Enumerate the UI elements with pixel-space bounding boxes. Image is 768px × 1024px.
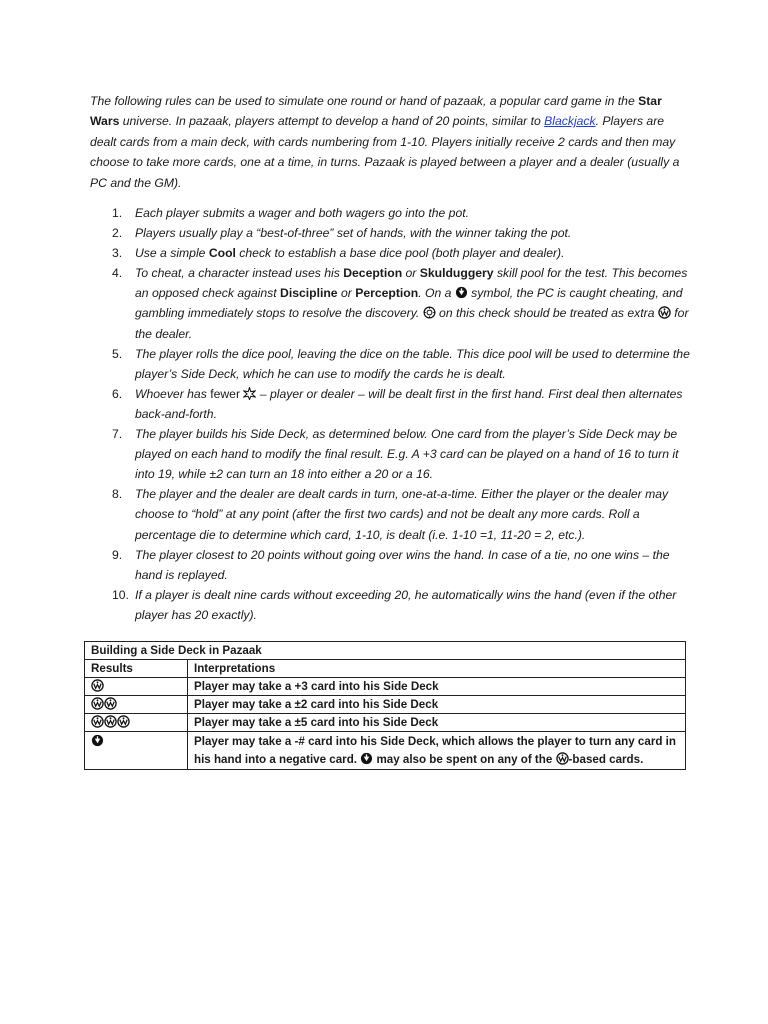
rule-fewer: fewer (210, 386, 241, 401)
triumph-icon (658, 306, 671, 319)
triumph-icon (91, 715, 104, 728)
intro-text-3: . Players are dealt cards from a main deck, with cards numbering from 1-10. Players initially receive 2 cards and then may choose to take more cards, one at a time, in turns. Pazaak is played between a player and a dealer (usually a PC and the GM). (90, 114, 680, 190)
rule-text: skill pool for the test. This becomes an opposed check against (135, 266, 688, 301)
rules-list (90, 203, 690, 625)
list-item (90, 203, 690, 223)
results-cell (85, 714, 188, 732)
rule-text: on this check should be treated as extra (435, 306, 658, 321)
side-deck-table (84, 641, 686, 770)
triumph-icon (91, 679, 104, 692)
table-row (85, 714, 686, 732)
list-item (90, 243, 690, 263)
rule-number: 6. (112, 386, 123, 401)
despair-icon (91, 734, 104, 747)
list-item (90, 424, 690, 484)
rule-number: 5. (112, 346, 123, 361)
triumph-icon (104, 715, 117, 728)
intro-text-2: universe. In pazaak, players attempt to develop a hand of 20 points, similar to (119, 114, 545, 129)
skill-skulduggery: Skulduggery (419, 266, 494, 281)
rule-text: Players usually play a “best-of-three” set of hands, with the winner taking the pot. (135, 226, 572, 241)
rule-text: The player rolls the dice pool, leaving the dice on the table. This dice pool will be used to determine the player’s Side Deck, which he can use to modify the cards he is dealt. (135, 346, 690, 381)
table-header-row (85, 660, 686, 678)
table-row (85, 696, 686, 714)
list-item (90, 545, 690, 585)
rule-text: check to establish a base dice pool (both player and dealer). (235, 246, 565, 261)
list-item (90, 223, 690, 243)
table-title-row (85, 642, 686, 660)
rule-text: If a player is dealt nine cards without exceeding 20, he automatically wins the hand (even if the other player has 20 exactly). (135, 587, 677, 622)
triumph-icon (117, 715, 130, 728)
interpretation-cell: Player may take a ±5 card into his Side Deck (188, 714, 686, 732)
rule-text: Whoever has (135, 386, 211, 401)
blackjack-link[interactable]: Blackjack (544, 114, 596, 129)
list-item (90, 344, 690, 384)
table-row (85, 678, 686, 696)
skill-perception: Perception (355, 286, 419, 301)
rule-text: or (402, 266, 420, 281)
rule-text: . On a (418, 286, 455, 301)
rule-text: The player closest to 20 points without going over wins the hand. In case of a tie, no one wins – the hand is replayed. (135, 547, 670, 582)
rule-number: 9. (112, 547, 123, 562)
intro-star-wars: Star Wars (90, 94, 662, 129)
threat-icon (423, 306, 436, 319)
table-title: Building a Side Deck in Pazaak (85, 642, 686, 660)
interpretation-text: Player may take a -# card into his Side Deck, which allows the player to turn any card in his hand into a negative card. (194, 735, 676, 766)
rule-text: or (337, 286, 356, 301)
interpretation-text: may also be spent on any of the (373, 752, 556, 766)
skill-deception: Deception (343, 266, 403, 281)
list-item (90, 484, 690, 544)
header-results: Results (85, 660, 188, 678)
rule-number: 2. (112, 226, 123, 241)
rule-text: Each player submits a wager and both wagers go into the pot. (135, 206, 470, 220)
list-item (90, 263, 690, 343)
interpretation-cell: Player may take a +3 card into his Side Deck (188, 678, 686, 696)
despair-icon (360, 752, 373, 765)
rule-number: 8. (112, 487, 123, 502)
interpretation-cell: Player may take a ±2 card into his Side Deck (188, 696, 686, 714)
rule-text: – player or dealer – will be dealt first in the first hand. First deal then alternates back-and-forth. (135, 386, 683, 421)
interpretation-text: -based cards. (568, 752, 644, 766)
rule-number: 4. (112, 266, 123, 281)
interpretation-cell (188, 732, 686, 770)
intro-paragraph (90, 91, 690, 193)
list-item (90, 585, 690, 625)
results-cell (85, 696, 188, 714)
list-item (90, 384, 690, 424)
rule-text: The player builds his Side Deck, as determined below. One card from the player’s Side Deck may be played on each hand to modify the final result. E.g. A +3 card can be played on a hand of 16 to turn it into 19, while ±2 can turn an 18 into either a 20 or a 16. (135, 427, 679, 482)
skill-cool: Cool (208, 246, 236, 261)
rule-text: for the dealer. (135, 306, 689, 341)
rule-text: To cheat, a character instead uses his (135, 266, 344, 281)
advantage-icon (243, 387, 256, 400)
table-row (85, 732, 686, 770)
despair-icon (455, 286, 468, 299)
rule-text: Use a simple (135, 246, 209, 261)
rule-number: 1. (112, 206, 123, 220)
header-interpretations: Interpretations (188, 660, 686, 678)
results-cell (85, 732, 188, 770)
results-cell (85, 678, 188, 696)
triumph-icon (104, 697, 117, 710)
rule-text: symbol, the PC is caught cheating, and gambling immediately stops to resolve the discovery. (135, 286, 683, 321)
rule-text: The player and the dealer are dealt cards in turn, one-at-a-time. Either the player or the dealer may choose to “hold” at any point (after the first two cards) and not be dealt any more cards. Roll a percentage die to determine which card, 1-10, is dealt (i.e. 1-10 =1, 11-20 = 2, etc.). (135, 487, 669, 542)
skill-discipline: Discipline (280, 286, 338, 301)
rule-number: 10. (112, 587, 129, 602)
triumph-icon (556, 752, 569, 765)
rule-number: 7. (112, 427, 123, 442)
triumph-icon (91, 697, 104, 710)
intro-text-1: The following rules can be used to simulate one round or hand of pazaak, a popular card game in the (90, 94, 639, 108)
rule-number: 3. (112, 246, 123, 261)
